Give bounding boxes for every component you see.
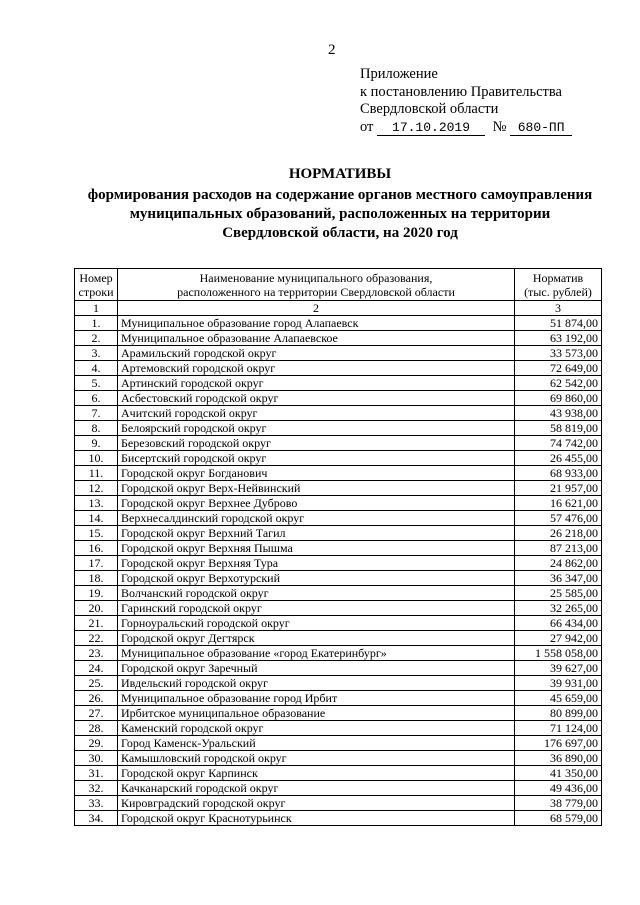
appendix-label: Приложение xyxy=(360,66,438,82)
municipality-name: Асбестовский городской округ xyxy=(118,391,515,406)
header-name-line2: расположенного на территории Свердловской области xyxy=(177,284,455,299)
municipality-name: Городской округ Верхотурский xyxy=(118,571,515,586)
municipality-name: Артинский городской округ xyxy=(118,376,515,391)
row-number: 6. xyxy=(75,391,118,406)
table-row xyxy=(75,616,602,631)
table-row xyxy=(75,736,602,751)
column-index: 3 xyxy=(515,301,602,316)
norm-value: 21 957,00 xyxy=(515,481,602,496)
municipality-name: Гаринский городской округ xyxy=(118,601,515,616)
table-row xyxy=(75,526,602,541)
norm-value: 51 874,00 xyxy=(515,316,602,331)
norm-value: 41 350,00 xyxy=(515,766,602,781)
table-row xyxy=(75,811,602,826)
appendix-block xyxy=(360,66,572,136)
table-row xyxy=(75,631,602,646)
row-number: 33. xyxy=(75,796,118,811)
row-number: 24. xyxy=(75,661,118,676)
municipality-name: Городской округ Заречный xyxy=(118,661,515,676)
table-row xyxy=(75,346,602,361)
row-number: 14. xyxy=(75,511,118,526)
table-row xyxy=(75,586,602,601)
table-row xyxy=(75,706,602,721)
column-index: 1 xyxy=(75,301,118,316)
row-number: 25. xyxy=(75,676,118,691)
table-row xyxy=(75,316,602,331)
row-number: 20. xyxy=(75,601,118,616)
norm-value: 68 933,00 xyxy=(515,466,602,481)
decree-date: 17.10.2019 xyxy=(377,121,485,136)
table-row xyxy=(75,766,602,781)
row-number: 2. xyxy=(75,331,118,346)
municipality-name: Ивдельский городской округ xyxy=(118,676,515,691)
municipality-name: Городской округ Верхняя Тура xyxy=(118,556,515,571)
table-row xyxy=(75,406,602,421)
table-row xyxy=(75,601,602,616)
norm-value: 24 862,00 xyxy=(515,556,602,571)
municipality-name: Верхнесалдинский городской округ xyxy=(118,511,515,526)
table-row xyxy=(75,481,602,496)
norm-value: 27 942,00 xyxy=(515,631,602,646)
norm-value: 16 621,00 xyxy=(515,496,602,511)
municipality-name: Городской округ Верх-Нейвинский xyxy=(118,481,515,496)
row-number: 4. xyxy=(75,361,118,376)
title-line-1: формирования расходов на содержание органов местного самоуправления xyxy=(87,187,593,203)
row-number: 32. xyxy=(75,781,118,796)
table-row xyxy=(75,691,602,706)
row-number: 12. xyxy=(75,481,118,496)
header-name xyxy=(118,269,515,301)
norm-value: 26 455,00 xyxy=(515,451,602,466)
appendix-date-line xyxy=(360,119,572,137)
norm-value: 38 779,00 xyxy=(515,796,602,811)
row-number: 18. xyxy=(75,571,118,586)
row-number: 3. xyxy=(75,346,118,361)
norm-value: 63 192,00 xyxy=(515,331,602,346)
title-line-3: Свердловской области, на 2020 год xyxy=(222,225,458,241)
norm-value: 32 265,00 xyxy=(515,601,602,616)
table-row xyxy=(75,511,602,526)
municipality-name: Городской округ Верхнее Дуброво xyxy=(118,496,515,511)
header-value-line2: (тыс. рублей) xyxy=(524,284,592,299)
row-number: 9. xyxy=(75,436,118,451)
municipality-name: Городской округ Верхняя Пышма xyxy=(118,541,515,556)
municipality-name: Арамильский городской округ xyxy=(118,346,515,361)
row-number: 1. xyxy=(75,316,118,331)
norm-value: 33 573,00 xyxy=(515,346,602,361)
municipality-name: Муниципальное образование город Алапаевск xyxy=(118,316,515,331)
municipality-name: Камышловский городской округ xyxy=(118,751,515,766)
norm-value: 71 124,00 xyxy=(515,721,602,736)
norm-value: 39 931,00 xyxy=(515,676,602,691)
header-value-line1: Норматив xyxy=(532,270,584,285)
municipality-name: Березовский городской округ xyxy=(118,436,515,451)
municipality-name: Муниципальное образование Алапаевское xyxy=(118,331,515,346)
row-number: 34. xyxy=(75,811,118,826)
header-row-number xyxy=(75,269,118,301)
table-row xyxy=(75,391,602,406)
header-name-line1: Наименование муниципального образования, xyxy=(199,270,433,285)
row-number: 11. xyxy=(75,466,118,481)
table-row xyxy=(75,676,602,691)
row-number: 22. xyxy=(75,631,118,646)
municipality-name: Городской округ Карпинск xyxy=(118,766,515,781)
table-row xyxy=(75,751,602,766)
title-main: НОРМАТИВЫ xyxy=(288,166,392,182)
decree-number: 680-ПП xyxy=(510,121,572,136)
municipality-name: Артемовский городской округ xyxy=(118,361,515,376)
norm-value: 87 213,00 xyxy=(515,541,602,556)
header-row-number-line2: строки xyxy=(78,284,114,299)
row-number: 31. xyxy=(75,766,118,781)
date-prefix: от xyxy=(360,118,374,135)
municipality-name: Муниципальное образование «город Екатеринбург» xyxy=(118,646,515,661)
norm-value: 36 890,00 xyxy=(515,751,602,766)
row-number: 15. xyxy=(75,526,118,541)
table-row xyxy=(75,421,602,436)
norm-value: 1 558 058,00 xyxy=(515,646,602,661)
table-row xyxy=(75,466,602,481)
norm-value: 69 860,00 xyxy=(515,391,602,406)
row-number: 16. xyxy=(75,541,118,556)
norm-value: 39 627,00 xyxy=(515,661,602,676)
norm-value: 26 218,00 xyxy=(515,526,602,541)
header-row-number-line1: Номер xyxy=(79,270,113,285)
table-header xyxy=(75,269,602,301)
row-number: 27. xyxy=(75,706,118,721)
table-row xyxy=(75,376,602,391)
row-number: 28. xyxy=(75,721,118,736)
norm-value: 74 742,00 xyxy=(515,436,602,451)
norm-value: 66 434,00 xyxy=(515,616,602,631)
municipality-name: Городской округ Дегтярск xyxy=(118,631,515,646)
table-row xyxy=(75,661,602,676)
municipality-name: Горноуральский городской округ xyxy=(118,616,515,631)
table-row xyxy=(75,556,602,571)
row-number: 10. xyxy=(75,451,118,466)
table-row xyxy=(75,451,602,466)
table-row xyxy=(75,331,602,346)
municipality-name: Городской округ Богданович xyxy=(118,466,515,481)
appendix-region: Свердловской области xyxy=(360,101,499,117)
municipality-name: Ачитский городской округ xyxy=(118,406,515,421)
norm-value: 45 659,00 xyxy=(515,691,602,706)
row-number: 8. xyxy=(75,421,118,436)
municipality-name: Кировградский городской округ xyxy=(118,796,515,811)
table-row xyxy=(75,646,602,661)
norm-value: 176 697,00 xyxy=(515,736,602,751)
norm-value: 72 649,00 xyxy=(515,361,602,376)
norm-value: 80 899,00 xyxy=(515,706,602,721)
table-row xyxy=(75,541,602,556)
norm-value: 68 579,00 xyxy=(515,811,602,826)
row-number: 13. xyxy=(75,496,118,511)
municipality-name: Городской округ Верхний Тагил xyxy=(118,526,515,541)
norm-value: 36 347,00 xyxy=(515,571,602,586)
row-number: 5. xyxy=(75,376,118,391)
municipality-name: Городской округ Краснотурьинск xyxy=(118,811,515,826)
row-number: 30. xyxy=(75,751,118,766)
municipality-name: Волчанский городской округ xyxy=(118,586,515,601)
row-number: 7. xyxy=(75,406,118,421)
page-number: 2 xyxy=(328,42,336,58)
table-row xyxy=(75,571,602,586)
norm-value: 49 436,00 xyxy=(515,781,602,796)
row-number: 29. xyxy=(75,736,118,751)
row-number: 26. xyxy=(75,691,118,706)
appendix-decree-ref: к постановлению Правительства xyxy=(360,83,562,100)
table-row xyxy=(75,361,602,376)
column-index-row xyxy=(75,301,602,316)
table-row xyxy=(75,436,602,451)
table-row xyxy=(75,781,602,796)
municipality-name: Каменский городской округ xyxy=(118,721,515,736)
table-row xyxy=(75,796,602,811)
row-number: 19. xyxy=(75,586,118,601)
norm-value: 58 819,00 xyxy=(515,421,602,436)
municipality-name: Бисертский городской округ xyxy=(118,451,515,466)
norm-value: 57 476,00 xyxy=(515,511,602,526)
row-number: 23. xyxy=(75,646,118,661)
municipality-name: Город Каменск-Уральский xyxy=(118,736,515,751)
header-value xyxy=(515,269,602,301)
row-number: 21. xyxy=(75,616,118,631)
document-title xyxy=(40,165,640,243)
norm-value: 62 542,00 xyxy=(515,376,602,391)
municipality-name: Ирбитское муниципальное образование xyxy=(118,706,515,721)
norm-value: 25 585,00 xyxy=(515,586,602,601)
norms-table xyxy=(74,268,602,826)
municipality-name: Белоярский городской округ xyxy=(118,421,515,436)
title-line-2: муниципальных образований, расположенных на территории xyxy=(129,206,551,222)
norm-value: 43 938,00 xyxy=(515,406,602,421)
table-row xyxy=(75,496,602,511)
table-row xyxy=(75,721,602,736)
column-index: 2 xyxy=(118,301,515,316)
municipality-name: Качканарский городской округ xyxy=(118,781,515,796)
municipality-name: Муниципальное образование город Ирбит xyxy=(118,691,515,706)
number-sign: № xyxy=(492,118,507,135)
row-number: 17. xyxy=(75,556,118,571)
